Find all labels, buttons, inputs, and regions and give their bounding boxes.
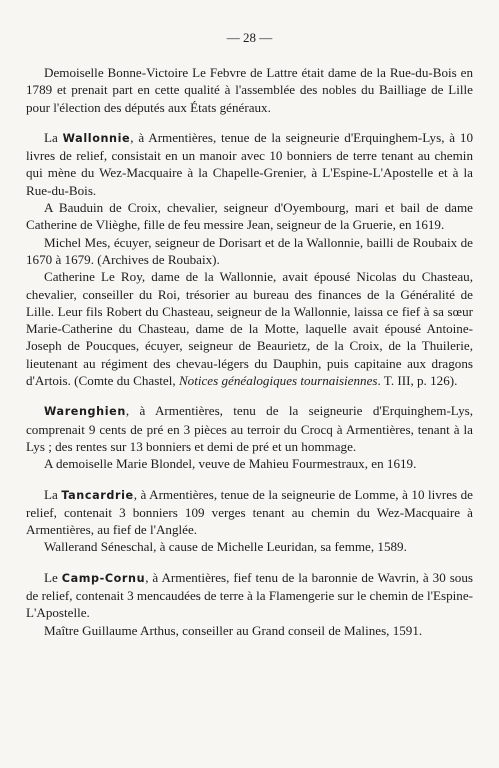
fief-name: Tancardrie [61,488,134,502]
paragraph-intro: La Wallonnie, à Armentières, tenue de la seigneurie d'Erquinghem-Lys, à 10 livres de relief, consistait en un manoir avec 10 bonniers de terre tenant au chemin qui mène du Wez-Macquaire à la Chapelle-Grenier, à L'Espine-L'Apostelle et à la Rue-du-Bois. [26,129,474,198]
paragraph: Maître Guillaume Arthus, conseiller au Grand conseil de Malines, 1591. [44,622,423,638]
paragraph-intro: Warenghien, à Armentières, tenu de la seigneurie d'Erquinghem-Lys, comprenait 9 cents de pré en 3 pièces au terroir du Crocq à Armentières, tenant à la Lys ; des rentes sur 13 bonniers et demi de pré et un hommage. [26,403,473,454]
paragraph: Wallerand Séneschal, à cause de Michelle Leuridan, sa femme, 1589. [44,539,407,555]
paragraph: Michel Mes, écuyer, seigneur de Dorisart et de la Wallonnie, bailli de Roubaix de 1670 à 1679. (Archives de Roubaix). [26,234,473,267]
paragraph-intro: La Tancardrie, à Armentières, tenue de la seigneurie de Lomme, à 10 livres de relief, contenait 3 bonniers 109 verges tenant au chemin du Wez-Macquaire à Armentières, au fief de l'Anglée. [26,486,473,538]
paragraph: Catherine Le Roy, dame de la Wallonnie, avait épousé Nicolas du Chasteau, chevalier, conseiller du Roi, trésorier au bureau des finances de la Généralité de Lille. Leur fils Robert du Chasteau, seigneur de la Wallonnie, laissa ce fief à sa sœur Marie-Catherine du Chasteau, dame de la Motte, laquelle avait épousé Antoine-Joseph de Poucques, écuyer, seigneur de Beaurietz, de la Croix, de la Thuilerie, lieutenant au régiment des chevau-légers du Dauphin, puis capitaine aux dragons d'Artois. (Comte du Chastel, Notices généalogiques tournaisiennes. T. III, p. 126). [26,269,473,389]
section-tancardrie [26,486,473,556]
fief-name: Wallonnie [62,131,131,145]
paragraph: Demoiselle Bonne-Victoire Le Febvre de Lattre était dame de la Rue-du-Bois en 1789 et prenait part en cette qualité à l'assemblée des nobles du Bailliage de Lille pour l'élection des députés aux États généraux. [26,65,473,115]
page-number: — 28 — [226,30,273,45]
fief-name: Warenghien [44,405,126,419]
section-camp-cornu [26,569,473,639]
section-wallonnie [26,129,473,389]
paragraph-intro: Le Camp-Cornu, à Armentières, fief tenu de la baronnie de Wavrin, à 30 sous de relief, contenait 3 mencaudées de terre à la Flamengerie sur le chemin de l'Espine-L'Apostelle. [26,569,473,621]
section-rue-du-bois [26,64,473,116]
section-warenghien [26,402,473,472]
paragraph: A demoiselle Marie Blondel, veuve de Mahieu Fourmestraux, en 1619. [44,456,417,472]
fief-name: Camp-Cornu [61,571,146,585]
paragraph: A Bauduin de Croix, chevalier, seigneur d'Oyembourg, mari et bail de dame Catherine de Vlièghe, fille de feu messire Jean, seigneur de la Gruerie, en 1619. [26,200,473,233]
book-title: Notices généalogiques tournaisiennes [178,373,378,389]
